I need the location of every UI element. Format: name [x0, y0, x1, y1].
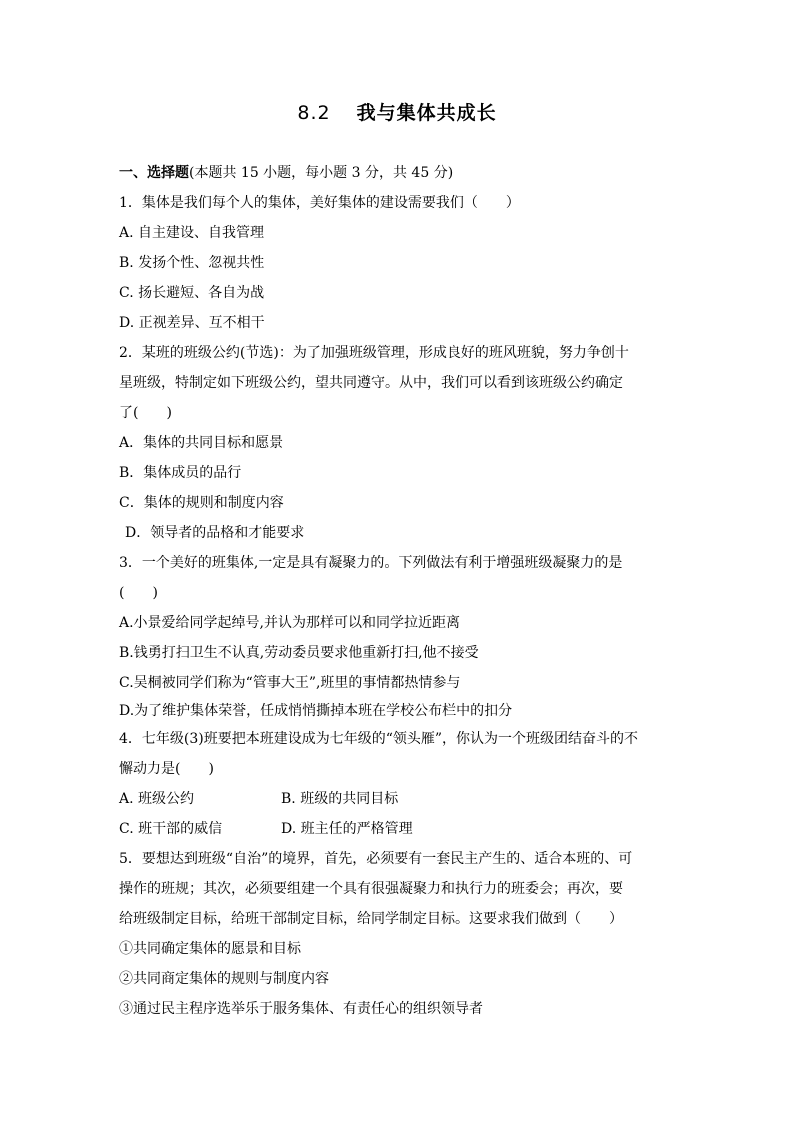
question-list — [119, 158, 679, 1024]
q3-option-c: C.吴桐被同学们称为“管事大王”,班里的事情都热情参与 — [119, 675, 461, 691]
q5-item-2: ②共同商定集体的规则与制度内容 — [119, 971, 329, 987]
q4-option-b: B. 班级的共同目标 — [281, 791, 399, 807]
q4-stem-line1: 4．七年级(3)班要把本班建设成为七年级的“领头雁”，你认为一个班级团结奋斗的不 — [119, 731, 639, 747]
lesson-title: 我与集体共成长 — [356, 102, 497, 124]
q5-stem-line2: 操作的班规；其次，必须要组建一个具有很强凝聚力和执行力的班委会；再次，要 — [119, 881, 623, 897]
q2-option-c: C．集体的规则和制度内容 — [119, 495, 284, 511]
q3-option-d: D.为了维护集体荣誉，任成悄悄撕掉本班在学校公布栏中的扣分 — [119, 703, 513, 719]
q4-stem-line2: 懈动力是( ) — [119, 761, 214, 777]
q2-stem-line1: 2．某班的班级公约(节选)：为了加强班级管理，形成良好的班风班貌，努力争创十 — [119, 345, 629, 361]
q1-option-a: A. 自主建设、自我管理 — [119, 225, 265, 241]
q2-option-a: A．集体的共同目标和愿景 — [119, 435, 284, 451]
q4-options-row1 — [119, 784, 679, 814]
section-label: 一、选择题 — [119, 165, 189, 181]
q4-option-d: D. 班主任的严格管理 — [281, 821, 413, 837]
q5-stem-line3: 给班级制定目标，给班干部制定目标，给同学制定目标。这要求我们做到（ ） — [119, 911, 623, 927]
q1-option-c: C. 扬长避短、各自为战 — [119, 285, 265, 301]
q1-stem: 1．集体是我们每个人的集体，美好集体的建设需要我们（ ） — [119, 195, 520, 211]
q3-option-b: B.钱勇打扫卫生不认真,劳动委员要求他重新打扫,他不接受 — [119, 645, 479, 661]
q5-item-1: ①共同确定集体的愿景和目标 — [119, 941, 301, 957]
q2-option-b: B．集体成员的品行 — [119, 465, 242, 481]
lesson-number: 8.2 — [297, 102, 331, 124]
section-heading — [119, 158, 679, 188]
q2-stem-line2: 星班级，特制定如下班级公约，望共同遵守。从中，我们可以看到该班级公约确定 — [119, 375, 623, 391]
q3-stem-line2: ( ) — [119, 585, 158, 601]
q4-option-a: A. 班级公约 — [119, 791, 195, 807]
q4-option-c: C. 班干部的威信 — [119, 821, 223, 837]
q1-option-d: D. 正视差异、互不相干 — [119, 315, 265, 331]
q3-option-a: A.小景爱给同学起绰号,并认为那样可以和同学拉近距离 — [119, 615, 461, 631]
section-note: (本题共 15 小题，每小题 3 分，共 45 分) — [189, 165, 454, 181]
q2-stem-line3: 了( ) — [119, 405, 172, 421]
q1-option-b: B. 发扬个性、忽视共性 — [119, 255, 265, 271]
q4-options-row2 — [119, 814, 679, 844]
q5-item-3: ③通过民主程序选举乐于服务集体、有责任心的组织领导者 — [119, 1001, 483, 1017]
q5-stem-line1: 5．要想达到班级“自治”的境界，首先，必须要有一套民主产生的、适合本班的、可 — [119, 851, 633, 867]
page-title — [0, 98, 794, 125]
q3-stem-line1: 3．一个美好的班集体,一定是具有凝聚力的。下列做法有利于增强班级凝聚力的是 — [119, 555, 623, 571]
q2-option-d: D．领导者的品格和才能要求 — [125, 525, 305, 541]
